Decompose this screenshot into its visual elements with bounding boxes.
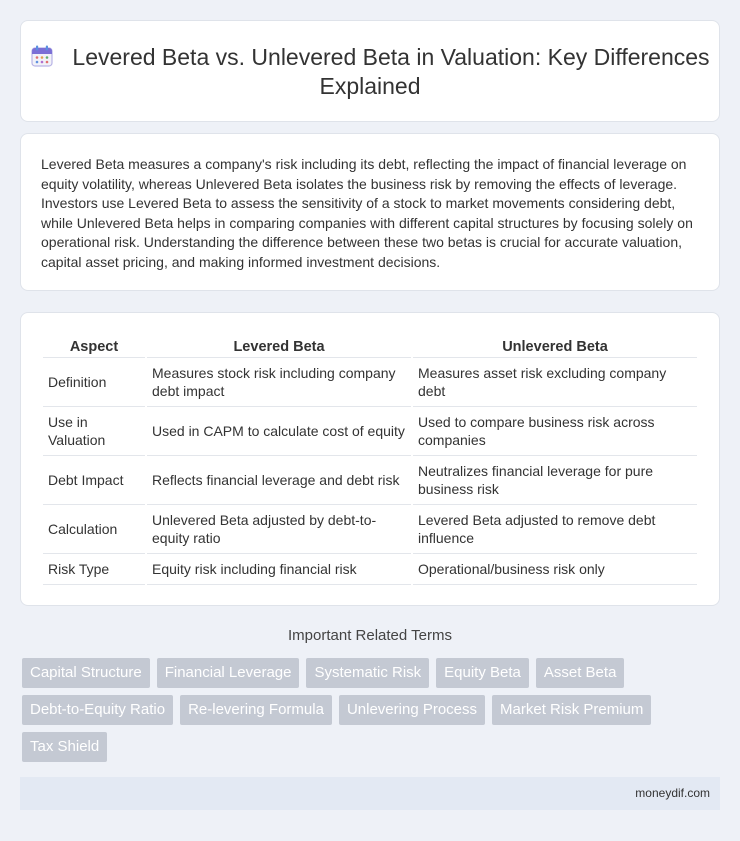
term-tag[interactable]: Tax Shield — [22, 732, 107, 762]
intro-card — [20, 133, 720, 291]
table-header-row — [43, 333, 697, 358]
footer-site[interactable]: moneydif.com — [635, 786, 710, 800]
page-title: Levered Beta vs. Unlevered Beta in Valuation: Key Differences Explained — [72, 44, 710, 99]
table-row — [43, 505, 697, 554]
cell-aspect: Debt Impact — [43, 456, 145, 505]
header-unlevered-beta: Unlevered Beta — [413, 333, 697, 358]
table-row — [43, 358, 697, 407]
cell-aspect: Definition — [43, 358, 145, 407]
cell-unlevered: Used to compare business risk across companies — [413, 407, 697, 456]
header-aspect: Aspect — [43, 333, 145, 358]
comparison-table — [41, 333, 699, 585]
table-row — [43, 456, 697, 505]
cell-unlevered: Operational/business risk only — [413, 554, 697, 585]
cell-unlevered: Levered Beta adjusted to remove debt influence — [413, 505, 697, 554]
title-card — [20, 20, 720, 122]
term-tag[interactable]: Re-levering Formula — [180, 695, 332, 725]
header-levered-beta: Levered Beta — [147, 333, 411, 358]
cell-aspect: Use in Valuation — [43, 407, 145, 456]
comparison-card — [20, 312, 720, 606]
cell-levered: Unlevered Beta adjusted by debt-to-equity ratio — [147, 505, 411, 554]
calendar-icon — [30, 44, 54, 68]
cell-aspect: Calculation — [43, 505, 145, 554]
related-terms-list — [22, 658, 702, 762]
cell-levered: Equity risk including financial risk — [147, 554, 411, 585]
table-row — [43, 407, 697, 456]
page-title-wrap — [21, 43, 719, 101]
footer — [20, 777, 720, 810]
cell-unlevered: Measures asset risk excluding company debt — [413, 358, 697, 407]
term-tag[interactable]: Capital Structure — [22, 658, 150, 688]
term-tag[interactable]: Market Risk Premium — [492, 695, 651, 725]
cell-unlevered: Neutralizes financial leverage for pure business risk — [413, 456, 697, 505]
term-tag[interactable]: Debt-to-Equity Ratio — [22, 695, 173, 725]
term-tag[interactable]: Equity Beta — [436, 658, 529, 688]
intro-paragraph: Levered Beta measures a company's risk including its debt, reflecting the impact of financial leverage on equity volatility, whereas Unlevered Beta isolates the business risk by removing the effects of leverage. Investors use Levered Beta to assess the sensitivity of a stock to market movements considering debt, while Unlevered Beta helps in comparing companies with different capital structures by focusing solely on operational risk. Understanding the difference between these two betas is crucial for accurate valuation, capital asset pricing, and making informed investment decisions. — [41, 156, 693, 270]
term-tag[interactable]: Systematic Risk — [306, 658, 429, 688]
cell-levered: Used in CAPM to calculate cost of equity — [147, 407, 411, 456]
cell-aspect: Risk Type — [43, 554, 145, 585]
cell-levered: Reflects financial leverage and debt risk — [147, 456, 411, 505]
table-row — [43, 554, 697, 585]
cell-levered: Measures stock risk including company debt impact — [147, 358, 411, 407]
term-tag[interactable]: Unlevering Process — [339, 695, 485, 725]
term-tag[interactable]: Asset Beta — [536, 658, 625, 688]
term-tag[interactable]: Financial Leverage — [157, 658, 300, 688]
related-terms-heading: Important Related Terms — [288, 627, 452, 644]
